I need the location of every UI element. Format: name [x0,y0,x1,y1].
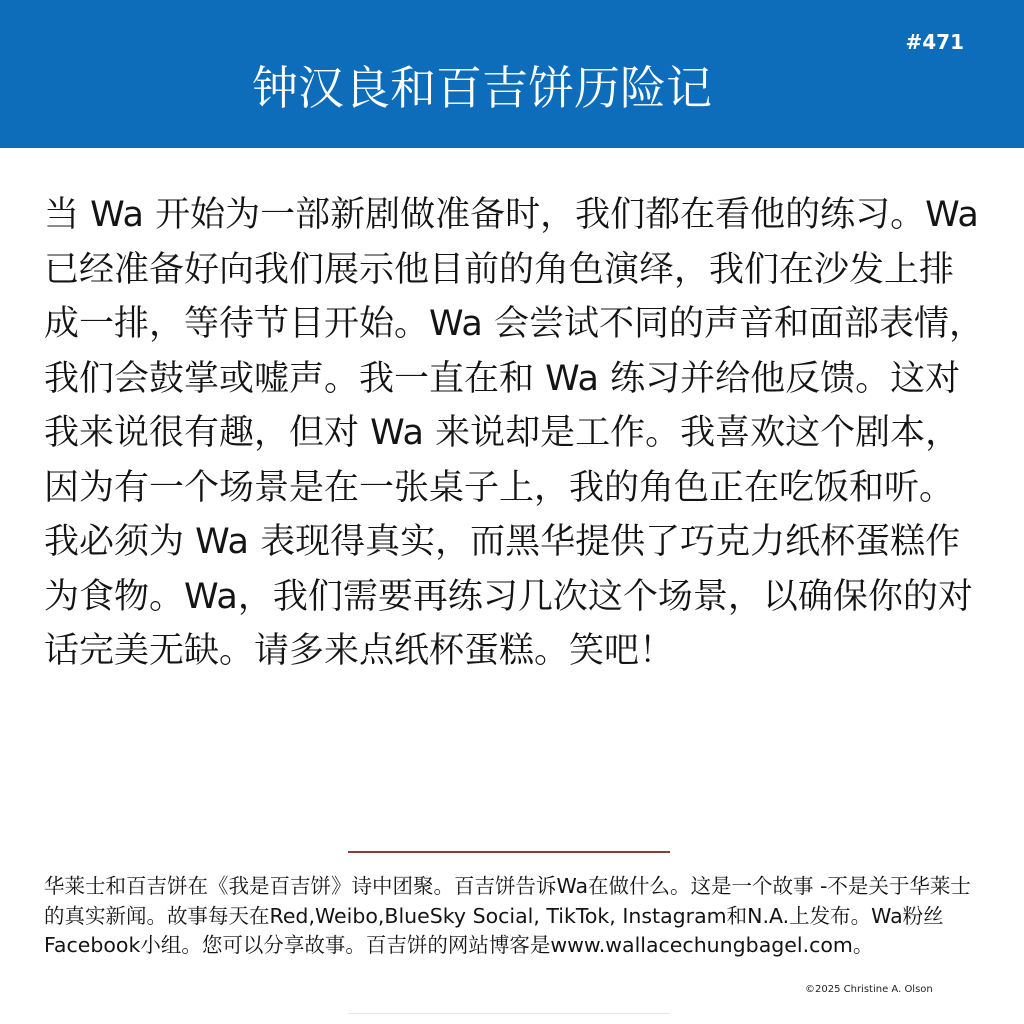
issue-number: #471 [905,30,964,54]
page-title: 钟汉良和百吉饼历险记 [252,61,712,115]
footer-divider [348,851,670,853]
story-text: 当 Wa 开始为一部新剧做准备时，我们都在看他的练习。Wa 已经准备好向我们展示他目前的角色演绎，我们在沙发上排成一排，等待节目开始。Wa 会尝试不同的声音和面部表情，我们会鼓掌或嘘声。我一直在和 Wa 练习并给他反馈。这对我来说很有趣，但对 Wa 来说却是工作。我喜欢这个剧本，因为有一个场景是在一张桌子上，我的角色正在吃饭和听。我必须为 Wa 表现得真实，而黑华提供了巧克力纸杯蛋糕作为食物。Wa，我们需要再练习几次这个场景，以确保你的对话完美无缺。请多来点纸杯蛋糕。笑吧！ [44,195,984,671]
footer-note: 华莱士和百吉饼在《我是百吉饼》诗中团聚。百吉饼告诉Wa在做什么。这是一个故事 -不是关于华莱士的真实新闻。故事每天在Red,Weibo,BlueSky Social, TikTok, Instagram和N.A.上发布。Wa粉丝Facebook小组。您可以分享故事。百吉饼的网站博客是www.wallacechungbagel.com。 [44,874,971,957]
bottom-rule [348,1013,670,1014]
header-banner [0,0,1024,148]
copyright-notice: ©2025 Christine A. Olson [805,984,933,995]
